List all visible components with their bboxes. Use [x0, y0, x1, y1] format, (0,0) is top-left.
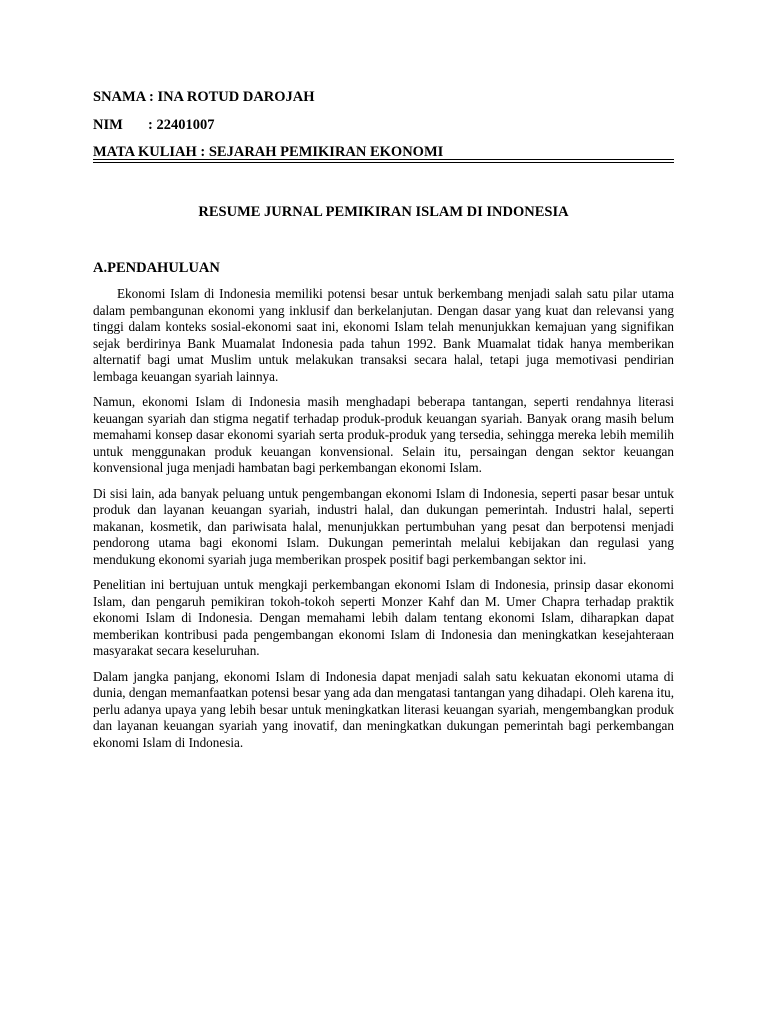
nim-value: : 22401007	[148, 117, 215, 133]
paragraph-5: Dalam jangka panjang, ekonomi Islam di Indonesia dapat menjadi salah satu kekuatan ekonomi utama di dunia, dengan memanfaatkan potensi besar yang ada dan mengatasi tantangan yang dihadapi. Oleh karena itu, perlu adanya upaya yang lebih besar untuk meningkatkan literasi keuangan syariah, mengembangkan produk dan layanan keuangan syariah yang inovatif, dan meningkatkan dukungan pemerintah bagi perkembangan ekonomi Islam di Indonesia.	[93, 668, 674, 750]
document-body	[93, 286, 674, 760]
paragraph-1: Ekonomi Islam di Indonesia memiliki potensi besar untuk berkembang menjadi salah satu pilar utama dalam pembangunan ekonomi yang inklusif dan berkelanjutan. Dengan dasar yang kuat dan relevansi yang tinggi dalam konteks sosial-ekonomi saat ini, ekonomi Islam telah menunjukkan kemajuan yang signifikan sejak berdirinya Bank Muamalat Indonesia pada tahun 1992. Bank Muamalat tidak hanya memberikan alternatif bagi umat Muslim untuk melakukan transaksi secara halal, tetapi juga memotivasi pendirian lembaga keuangan syariah lainnya.	[93, 286, 674, 384]
paragraph-3: Di sisi lain, ada banyak peluang untuk pengembangan ekonomi Islam di Indonesia, seperti pasar besar untuk produk dan layanan keuangan syariah, industri halal, dan dukungan pemerintah. Industri halal, seperti makanan, kosmetik, dan pariwisata halal, menunjukkan pertumbuhan yang pesat dan berpotensi menjadi pendorong utama bagi ekonomi Islam. Dukungan pemerintah melalui kebijakan dan regulasi yang mendukung ekonomi syariah juga memberikan prospek positif bagi perkembangan sektor ini.	[93, 485, 674, 567]
document-title: RESUME JURNAL PEMIKIRAN ISLAM DI INDONESIA	[198, 204, 569, 220]
course-name: MATA KULIAH : SEJARAH PEMIKIRAN EKONOMI	[93, 144, 444, 160]
paragraph-4: Penelitian ini bertujuan untuk mengkaji perkembangan ekonomi Islam di Indonesia, prinsip dasar ekonomi Islam, dan pengaruh pemikiran tokoh-tokoh seperti Monzer Kahf dan M. Umer Chapra terhadap praktik ekonomi Islam di Indonesia. Dengan memahami lebih dalam tentang ekonomi Islam, diharapkan dapat memberikan kontribusi pada pengembangan ekonomi Islam di Indonesia dan meningkatkan kesejahteraan masyarakat secara keseluruhan.	[93, 577, 674, 658]
nim-label: NIM	[93, 117, 123, 133]
header-divider-bottom	[93, 162, 674, 163]
section-heading: A.PENDAHULUAN	[93, 260, 220, 276]
header-divider-top	[93, 159, 674, 160]
student-name: SNAMA : INA ROTUD DAROJAH	[93, 89, 315, 105]
paragraph-2: Namun, ekonomi Islam di Indonesia masih menghadapi beberapa tantangan, seperti rendahnya literasi keuangan syariah dan stigma negatif terhadap produk-produk keuangan syariah. Banyak orang masih belum memahami konsep dasar ekonomi syariah serta produk-produk yang tersedia, sehingga mereka lebih memilih untuk menggunakan produk keuangan konvensional. Selain itu, persaingan dengan sektor keuangan konvensional juga menjadi hambatan bagi perkembangan ekonomi Islam.	[93, 394, 674, 475]
student-nim	[93, 116, 214, 134]
